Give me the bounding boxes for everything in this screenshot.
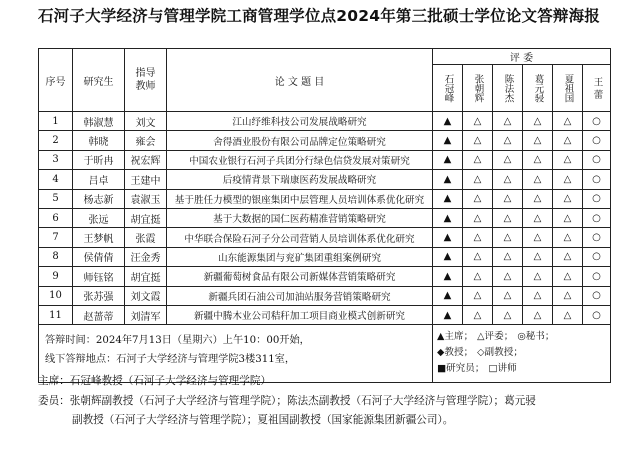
- committee-role-mark: △: [523, 208, 553, 227]
- student-name: 韩晓: [73, 131, 125, 150]
- thesis-topic: 后疫情背景下瑞康医药发展战略研究: [167, 170, 433, 189]
- committee-role-mark: ▲: [433, 247, 463, 266]
- student-name: 杨志新: [73, 189, 125, 208]
- header-committee-5: 夏祖国: [553, 65, 583, 112]
- student-name: 吕卓: [73, 170, 125, 189]
- committee-role-mark: ○: [583, 305, 611, 324]
- committee-role-mark: △: [493, 286, 523, 305]
- table-row: [39, 286, 611, 305]
- committee-role-mark: △: [493, 247, 523, 266]
- committee-role-mark: △: [553, 131, 583, 150]
- committee-role-mark: ▲: [433, 305, 463, 324]
- committee-role-mark: ○: [583, 267, 611, 286]
- committee-role-mark: △: [463, 150, 493, 169]
- committee-role-mark: △: [463, 286, 493, 305]
- header-topic: 论 文 题 目: [167, 49, 433, 112]
- advisor-name: 王建中: [125, 170, 167, 189]
- committee-role-mark: △: [493, 305, 523, 324]
- header-advisor: 指导教师: [125, 49, 167, 112]
- committee-role-mark: △: [523, 228, 553, 247]
- row-number: 10: [39, 286, 73, 305]
- committee-role-mark: ▲: [433, 112, 463, 131]
- table-row: [39, 150, 611, 169]
- thesis-topic: 中国农业银行石河子兵团分行绿色信贷发展对策研究: [167, 150, 433, 169]
- header-committee-3: 陈法杰: [493, 65, 523, 112]
- committee-role-mark: △: [463, 189, 493, 208]
- committee-role-mark: △: [463, 208, 493, 227]
- chair-line: 主席：石冠峰教授（石河子大学经济与管理学院）: [38, 375, 272, 387]
- table-row: [39, 189, 611, 208]
- row-number: 5: [39, 189, 73, 208]
- table-row: [39, 170, 611, 189]
- row-number: 1: [39, 112, 73, 131]
- committee-role-mark: ▲: [433, 267, 463, 286]
- committee-role-mark: △: [493, 131, 523, 150]
- advisor-name: 刘清军: [125, 305, 167, 324]
- committee-role-mark: △: [553, 267, 583, 286]
- committee-role-mark: △: [493, 228, 523, 247]
- committee-role-mark: ▲: [433, 150, 463, 169]
- advisor-name: 雍会: [125, 131, 167, 150]
- thesis-topic: 新疆葡萄树食品有限公司新媒体营销策略研究: [167, 267, 433, 286]
- committee-info: [38, 372, 628, 431]
- thesis-topic: 基于大数据的国仁医药精准营销策略研究: [167, 208, 433, 227]
- header-committee-4: 葛元骎: [523, 65, 553, 112]
- members-line-2: 副教授（石河子大学经济与管理学院）；夏祖国副教授（国家能源集团新疆公司）。: [72, 414, 454, 426]
- defense-place: 线下答辩地点：石河子大学经济与管理学院3楼311室，: [45, 354, 296, 366]
- committee-role-mark: △: [463, 170, 493, 189]
- table-row: [39, 267, 611, 286]
- committee-role-mark: △: [523, 189, 553, 208]
- row-number: 2: [39, 131, 73, 150]
- legend-secretary: ◎秘书；: [517, 331, 555, 343]
- committee-role-mark: ▲: [433, 286, 463, 305]
- committee-role-mark: ▲: [433, 170, 463, 189]
- table-row: [39, 131, 611, 150]
- advisor-name: 刘文霞: [125, 286, 167, 305]
- row-number: 4: [39, 170, 73, 189]
- committee-role-mark: △: [553, 247, 583, 266]
- student-name: 韩淑慧: [73, 112, 125, 131]
- committee-role-mark: △: [463, 131, 493, 150]
- legend-chair: ▲主席；: [437, 331, 474, 343]
- row-number: 3: [39, 150, 73, 169]
- committee-role-mark: △: [493, 170, 523, 189]
- student-name: 王梦帆: [73, 228, 125, 247]
- thesis-topic: 新疆兵团石油公司加油站服务营销策略研究: [167, 286, 433, 305]
- defense-schedule-table: [38, 48, 611, 383]
- row-number: 8: [39, 247, 73, 266]
- row-number: 11: [39, 305, 73, 324]
- committee-role-mark: △: [523, 170, 553, 189]
- table-row: [39, 208, 611, 227]
- committee-role-mark: △: [523, 247, 553, 266]
- committee-role-mark: △: [493, 150, 523, 169]
- committee-role-mark: △: [553, 189, 583, 208]
- committee-role-mark: △: [553, 286, 583, 305]
- header-student: 研究生: [73, 49, 125, 112]
- student-name: 侯倩倩: [73, 247, 125, 266]
- committee-role-mark: ○: [583, 170, 611, 189]
- poster-title: 石河子大学经济与管理学院工商管理学位点2024年第三批硕士学位论文答辩海报: [37, 7, 601, 25]
- committee-role-mark: △: [463, 247, 493, 266]
- header-committee-group: 评 委: [433, 49, 611, 65]
- legend-member: △评委；: [477, 331, 514, 343]
- thesis-topic: 新疆中腾木业公司秸秆加工项目商业模式创新研究: [167, 305, 433, 324]
- committee-role-mark: △: [493, 208, 523, 227]
- legend-professor: ◆教授；: [437, 347, 474, 359]
- committee-role-mark: ▲: [433, 189, 463, 208]
- committee-role-mark: △: [553, 208, 583, 227]
- table-row: [39, 247, 611, 266]
- advisor-name: 刘文: [125, 112, 167, 131]
- committee-role-mark: △: [553, 170, 583, 189]
- legend-researcher: ■研究员；: [437, 363, 485, 375]
- row-number: 9: [39, 267, 73, 286]
- advisor-name: 袁淑玉: [125, 189, 167, 208]
- table-row: [39, 112, 611, 131]
- table-row: [39, 305, 611, 324]
- header-committee-1: 石冠峰: [433, 65, 463, 112]
- header-seq: 序号: [39, 49, 73, 112]
- thesis-topic: 基于胜任力模型的银座集团中层管理人员培训体系优化研究: [167, 189, 433, 208]
- committee-role-mark: ○: [583, 131, 611, 150]
- committee-role-mark: ○: [583, 208, 611, 227]
- committee-role-mark: △: [523, 305, 553, 324]
- advisor-name: 祝宏辉: [125, 150, 167, 169]
- advisor-name: 胡宜挺: [125, 208, 167, 227]
- committee-role-mark: ○: [583, 150, 611, 169]
- committee-role-mark: △: [523, 286, 553, 305]
- thesis-topic: 舍得酒业股份有限公司品牌定位策略研究: [167, 131, 433, 150]
- committee-role-mark: ▲: [433, 131, 463, 150]
- committee-role-mark: ○: [583, 189, 611, 208]
- row-number: 6: [39, 208, 73, 227]
- committee-role-mark: ▲: [433, 208, 463, 227]
- student-name: 师钰铭: [73, 267, 125, 286]
- committee-role-mark: △: [493, 267, 523, 286]
- defense-time: 答辩时间：2024年7月13日（星期六）上午10：00开始，: [45, 335, 310, 347]
- committee-role-mark: △: [523, 150, 553, 169]
- advisor-name: 胡宜挺: [125, 267, 167, 286]
- header-committee-6: 王 蕾: [583, 65, 611, 112]
- committee-role-mark: △: [463, 305, 493, 324]
- thesis-topic: 山东能源集团与兖矿集团重组案例研究: [167, 247, 433, 266]
- committee-role-mark: △: [553, 305, 583, 324]
- advisor-name: 汪金秀: [125, 247, 167, 266]
- committee-role-mark: △: [523, 112, 553, 131]
- advisor-name: 张霞: [125, 228, 167, 247]
- legend-assoc-professor: ◇副教授；: [477, 347, 523, 359]
- committee-role-mark: △: [553, 228, 583, 247]
- committee-role-mark: △: [523, 131, 553, 150]
- committee-role-mark: ○: [583, 247, 611, 266]
- thesis-topic: 中华联合保险石河子分公司营销人员培训体系优化研究: [167, 228, 433, 247]
- committee-role-mark: △: [523, 267, 553, 286]
- thesis-topic: 江山纾维科技公司发展战略研究: [167, 112, 433, 131]
- members-line-1: 委员：张朝辉副教授（石河子大学经济与管理学院）；陈法杰副教授（石河子大学经济与管理学院）；葛元骎: [38, 394, 536, 407]
- committee-role-mark: ○: [583, 228, 611, 247]
- student-name: 张苏强: [73, 286, 125, 305]
- table-row: [39, 228, 611, 247]
- row-number: 7: [39, 228, 73, 247]
- student-name: 赵蔷蒂: [73, 305, 125, 324]
- student-name: 张远: [73, 208, 125, 227]
- committee-role-mark: ▲: [433, 228, 463, 247]
- committee-role-mark: △: [553, 112, 583, 131]
- legend-lecturer: □讲师: [488, 363, 517, 375]
- committee-role-mark: △: [463, 267, 493, 286]
- committee-role-mark: △: [493, 189, 523, 208]
- student-name: 于昕冉: [73, 150, 125, 169]
- committee-role-mark: △: [463, 228, 493, 247]
- committee-role-mark: ○: [583, 112, 611, 131]
- committee-role-mark: ○: [583, 286, 611, 305]
- committee-role-mark: △: [463, 112, 493, 131]
- header-committee-2: 张朝辉: [463, 65, 493, 112]
- committee-role-mark: △: [493, 112, 523, 131]
- committee-role-mark: △: [553, 150, 583, 169]
